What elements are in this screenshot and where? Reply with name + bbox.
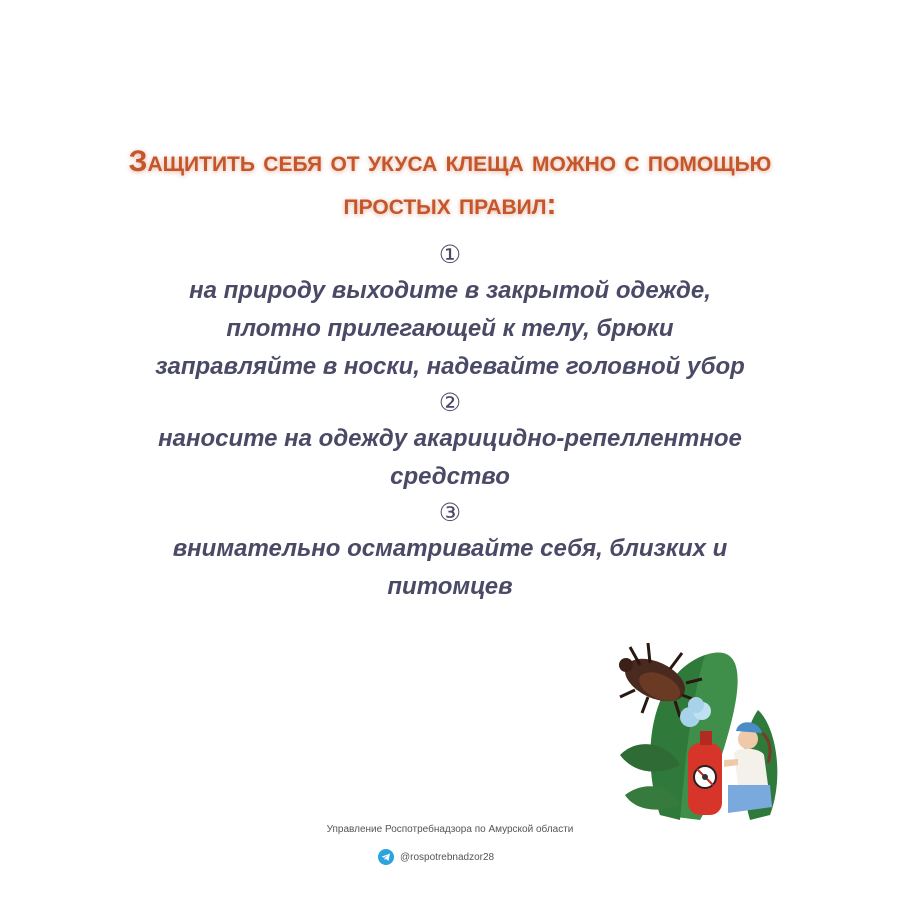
telegram-handle: @rospotrebnadzor28	[400, 851, 495, 863]
rule-item-2	[150, 386, 750, 496]
rule-text-1: на природу выходите в закрытой одежде, плотно прилегающей к телу, брюки заправляйте в носки, надевайте головной убор	[155, 277, 745, 380]
telegram-link[interactable]	[378, 849, 494, 865]
rule-text-2: наносите на одежду акарицидно-репеллентное средство	[158, 425, 742, 490]
organization-footer: Управление Роспотребнадзора по Амурской области	[326, 824, 574, 835]
rule-number-2: ②	[438, 388, 462, 417]
rules-list	[150, 238, 750, 606]
rule-number-3: ③	[438, 498, 462, 527]
page-title: Защитить себя от укуса клеща можно с помощью простых правил:	[128, 145, 772, 221]
rule-item-1	[150, 238, 750, 386]
tick-repellent-illustration	[600, 635, 790, 825]
rule-number-1: ①	[438, 240, 462, 269]
rule-text-3: внимательно осматривайте себя, близких и питомцев	[172, 535, 728, 600]
telegram-icon	[378, 849, 394, 865]
rule-item-3	[150, 496, 750, 606]
